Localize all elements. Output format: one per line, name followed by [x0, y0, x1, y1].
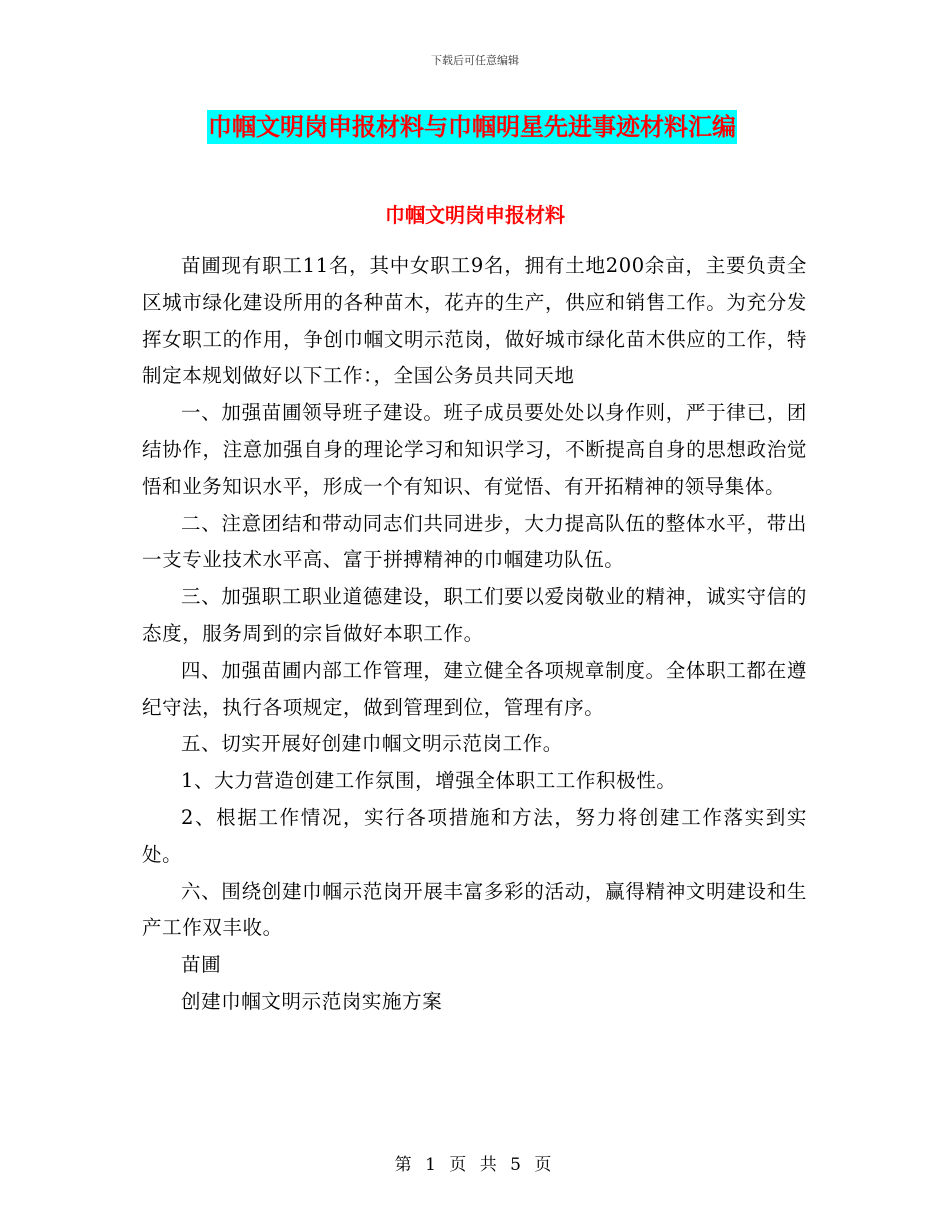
document-title-container [207, 110, 737, 144]
page-number: 第 1 页 共 5 页 [394, 1155, 556, 1175]
paragraph-sub-item-1: 1、大力营造创建工作氛围，增强全体职工工作积极性。 [181, 769, 677, 793]
paragraph-signature: 苗圃 [181, 953, 222, 977]
section-title: 巾帼文明岗申报材料 [385, 203, 565, 227]
paragraph-item-2: 二、注意团结和带动同志们共同进步，大力提高队伍的整体水平，带出一支专业技术水平高、富于拼搏精神的巾帼建功队伍。 [142, 511, 807, 572]
page-header-note: 下载后可任意编辑 [431, 54, 519, 67]
paragraph-next-heading: 创建巾帼文明示范岗实施方案 [181, 989, 443, 1013]
paragraph-item-6: 六、围绕创建巾帼示范岗开展丰富多彩的活动，赢得精神文明建设和生产工作双丰收。 [142, 879, 807, 940]
paragraph-sub-item-2: 2、根据工作情况，实行各项措施和方法，努力将创建工作落实到实处。 [142, 805, 807, 866]
paragraph-item-5: 五、切实开展好创建巾帼文明示范岗工作。 [181, 732, 563, 756]
paragraph-intro: 苗圃现有职工11名，其中女职工9名，拥有土地200余亩，主要负责全区城市绿化建设所用的各种苗木，花卉的生产，供应和销售工作。为充分发挥女职工的作用，争创巾帼文明示范岗，做好城市绿化苗木供应的工作，特制定本规划做好以下工作：，全国公务员共同天地 [142, 254, 807, 388]
document-body [142, 248, 807, 1021]
document-title: 巾帼文明岗申报材料与巾帼明星先进事迹材料汇编 [207, 110, 737, 144]
paragraph-item-1: 一、加强苗圃领导班子建设。班子成员要处处以身作则，严于律已，团结协作，注意加强自身的理论学习和知识学习，不断提高自身的思想政治觉悟和业务知识水平，形成一个有知识、有觉悟、有开拓精神的领导集体。 [142, 401, 807, 498]
paragraph-item-4: 四、加强苗圃内部工作管理，建立健全各项规章制度。全体职工都在遵纪守法，执行各项规定，做到管理到位，管理有序。 [142, 658, 807, 719]
paragraph-item-3: 三、加强职工职业道德建设，职工们要以爱岗敬业的精神，诚实守信的态度，服务周到的宗旨做好本职工作。 [142, 585, 807, 645]
